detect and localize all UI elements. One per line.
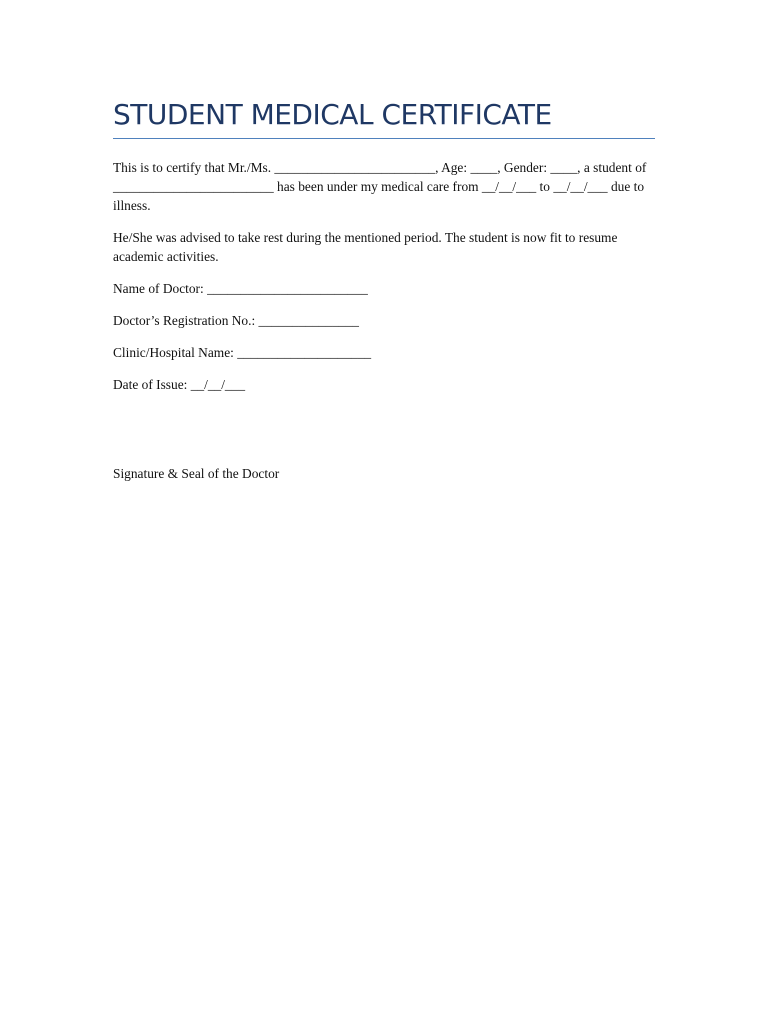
date-of-issue-field: Date of Issue: __/__/___ [113,377,246,392]
signature-line: Signature & Seal of the Doctor [113,466,280,481]
document-body [113,96,655,483]
clinic-name-field: Clinic/Hospital Name: ____________________ [113,345,372,360]
registration-number-field: Doctor’s Registration No.: _______________ [113,313,359,328]
doctor-name-field: Name of Doctor: ________________________ [113,281,368,296]
document-title: STUDENT MEDICAL CERTIFICATE [113,98,552,131]
certification-paragraph: This is to certify that Mr./Ms. ________________________, Age: ____, Gender: ____, a student of ________________________ has been under my medical care from __/__/___ to __/__/___ due to illness. [113,160,647,213]
fitness-paragraph: He/She was advised to take rest during the mentioned period. The student is now fit to resume academic activities. [113,230,618,264]
title-underline [113,138,655,139]
